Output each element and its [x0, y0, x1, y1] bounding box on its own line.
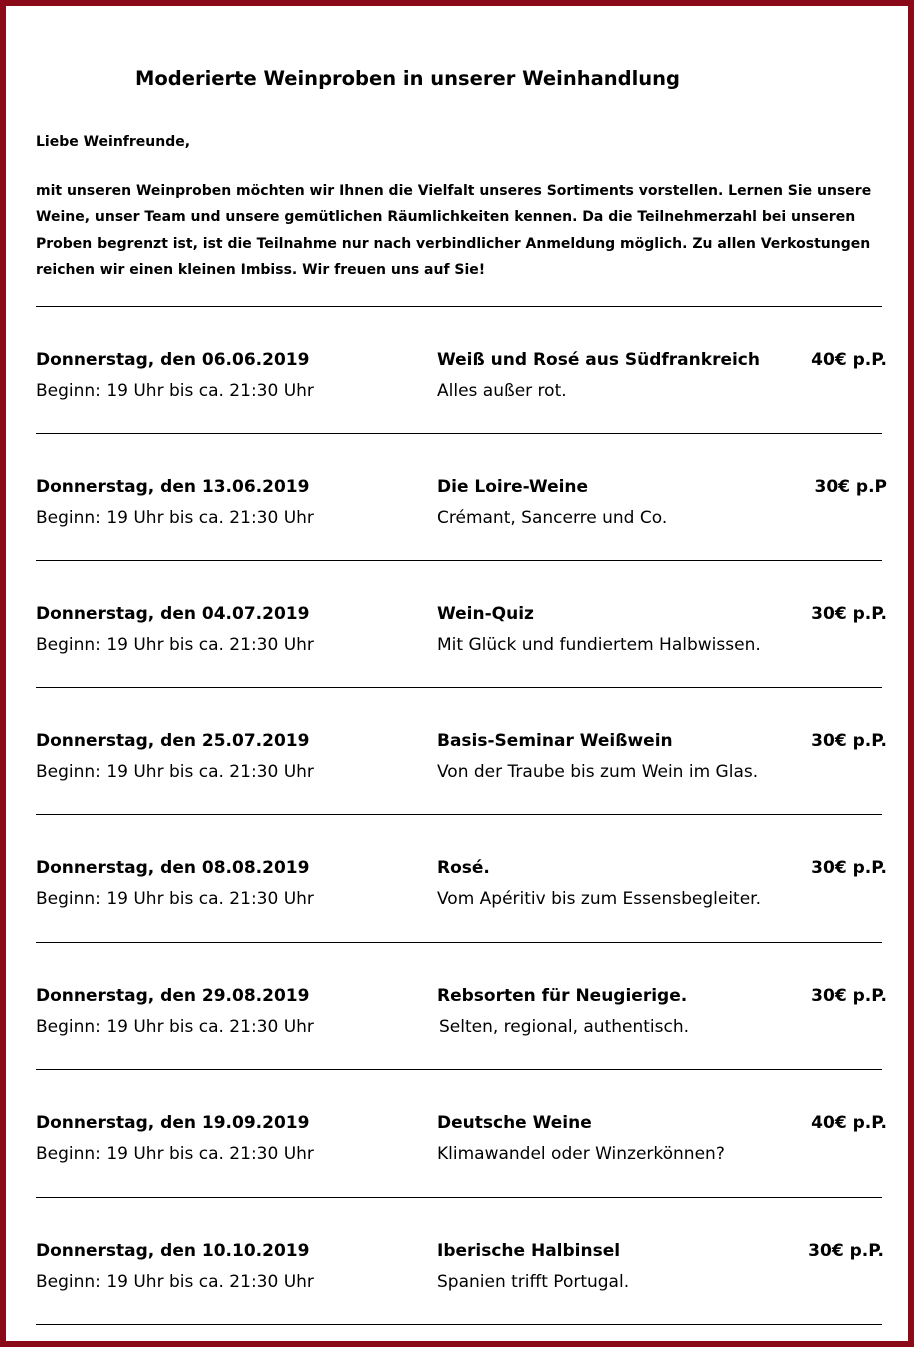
event-date: Donnerstag, den 25.07.2019	[36, 731, 310, 751]
event-time: Beginn: 19 Uhr bis ca. 21:30 Uhr	[36, 1144, 314, 1164]
event-name: Die Loire-Weine	[437, 477, 589, 497]
divider	[36, 942, 882, 943]
event-row	[6, 1113, 914, 1183]
event-description: Vom Apéritiv bis zum Essensbegleiter.	[437, 889, 762, 909]
event-date: Donnerstag, den 10.10.2019	[36, 1241, 310, 1261]
event-price: 30€ p.P.	[808, 1241, 884, 1261]
event-row	[6, 477, 914, 547]
event-price: 30€ p.P.	[811, 731, 887, 751]
event-price: 40€ p.P.	[811, 1113, 887, 1133]
event-date: Donnerstag, den 08.08.2019	[36, 858, 310, 878]
divider	[36, 560, 882, 561]
event-row	[6, 731, 914, 801]
event-time: Beginn: 19 Uhr bis ca. 21:30 Uhr	[36, 762, 314, 782]
event-date: Donnerstag, den 04.07.2019	[36, 604, 310, 624]
intro-paragraph: mit unseren Weinproben möchten wir Ihnen die Vielfalt unseres Sortiments vorstellen. Lernen Sie unsere Weine, unser Team und unsere gemütlichen Räumlichkeiten kennen. Da die Teilnehmerzahl bei unseren Proben begrenzt ist, ist die Teilnahme nur nach verbindlicher Anmeldung möglich. Zu allen Verkostungen reichen wir einen kleinen Imbiss. Wir freuen uns auf Sie!	[36, 183, 872, 279]
event-name: Rosé.	[437, 858, 490, 878]
event-description: Klimawandel oder Winzerkönnen?	[437, 1144, 725, 1164]
event-row	[6, 1241, 914, 1311]
divider	[36, 306, 882, 307]
event-description: Von der Traube bis zum Wein im Glas.	[437, 762, 759, 782]
event-time: Beginn: 19 Uhr bis ca. 21:30 Uhr	[36, 381, 314, 401]
divider	[36, 1324, 882, 1325]
event-date: Donnerstag, den 13.06.2019	[36, 477, 310, 497]
divider	[36, 687, 882, 688]
event-name: Deutsche Weine	[437, 1113, 592, 1133]
event-price: 30€ p.P.	[811, 986, 887, 1006]
event-price: 30€ p.P	[814, 477, 887, 497]
event-name: Wein-Quiz	[437, 604, 534, 624]
event-name: Iberische Halbinsel	[437, 1241, 621, 1261]
event-name: Weiß und Rosé aus Südfrankreich	[437, 350, 760, 370]
event-time: Beginn: 19 Uhr bis ca. 21:30 Uhr	[36, 1017, 314, 1037]
divider	[36, 1197, 882, 1198]
event-row	[6, 604, 914, 674]
event-date: Donnerstag, den 06.06.2019	[36, 350, 310, 370]
event-date: Donnerstag, den 29.08.2019	[36, 986, 310, 1006]
event-time: Beginn: 19 Uhr bis ca. 21:30 Uhr	[36, 889, 314, 909]
event-row	[6, 986, 914, 1056]
event-description: Selten, regional, authentisch.	[439, 1017, 690, 1037]
event-row	[6, 858, 914, 928]
event-name: Rebsorten für Neugierige.	[437, 986, 688, 1006]
event-description: Mit Glück und fundiertem Halbwissen.	[437, 635, 761, 655]
event-time: Beginn: 19 Uhr bis ca. 21:30 Uhr	[36, 508, 314, 528]
event-time: Beginn: 19 Uhr bis ca. 21:30 Uhr	[36, 635, 314, 655]
event-name: Basis-Seminar Weißwein	[437, 731, 673, 751]
event-description: Alles außer rot.	[437, 381, 567, 401]
event-row	[6, 350, 914, 420]
divider	[36, 814, 882, 815]
divider	[36, 1069, 882, 1070]
event-description: Crémant, Sancerre und Co.	[437, 508, 668, 528]
event-description: Spanien trifft Portugal.	[437, 1272, 630, 1292]
event-price: 30€ p.P.	[811, 604, 887, 624]
page-title: Moderierte Weinproben in unserer Weinhandlung	[135, 67, 680, 90]
event-price: 30€ p.P.	[811, 858, 887, 878]
greeting: Liebe Weinfreunde,	[36, 134, 191, 150]
event-date: Donnerstag, den 19.09.2019	[36, 1113, 310, 1133]
event-time: Beginn: 19 Uhr bis ca. 21:30 Uhr	[36, 1272, 314, 1292]
divider	[36, 433, 882, 434]
event-price: 40€ p.P.	[811, 350, 887, 370]
